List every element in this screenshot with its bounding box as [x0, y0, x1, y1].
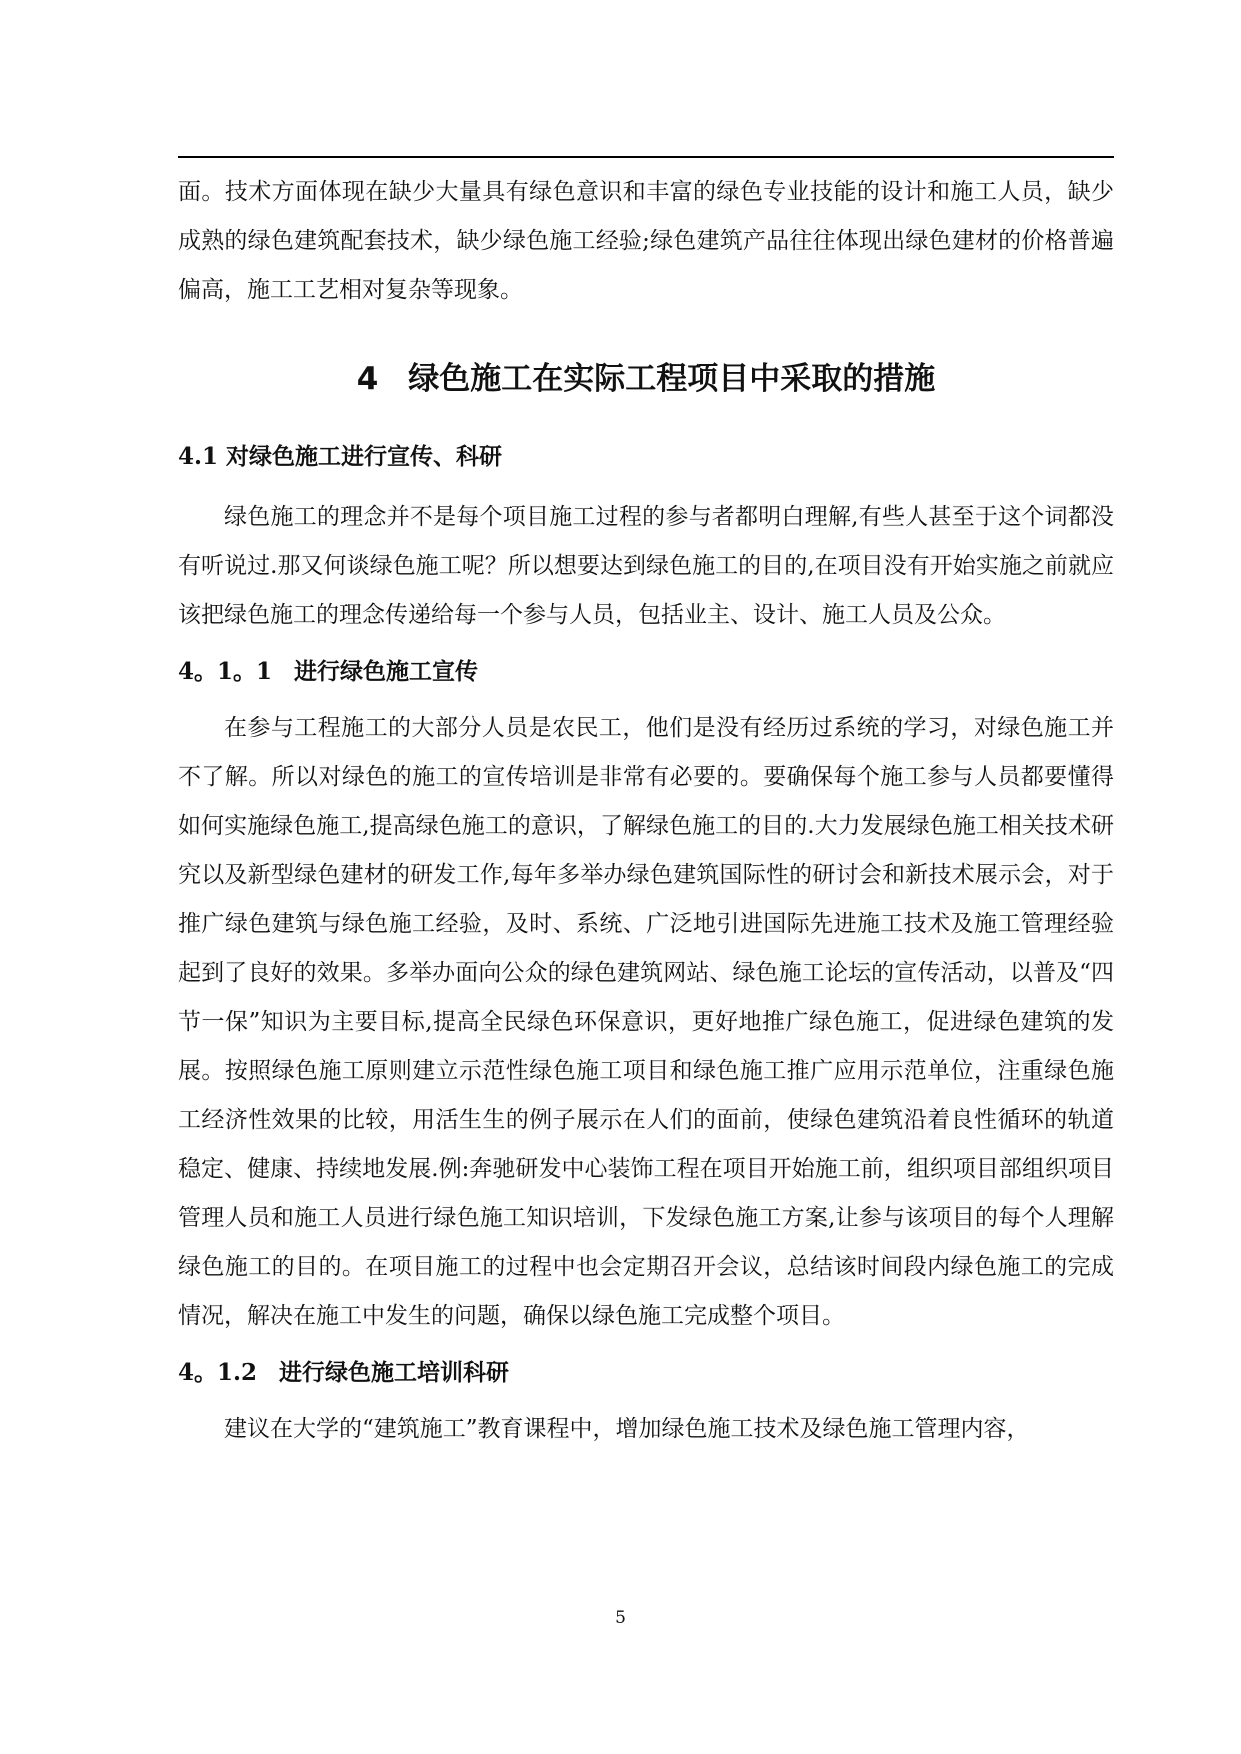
section-4-1-paragraph: 绿色施工的理念并不是每个项目施工过程的参与者都明白理解,有些人甚至于这个词都没有听说过.那又何谈绿色施工呢？所以想要达到绿色施工的目的,在项目没有开始实施之前就应该把绿色施工的理念传递给每一个参与人员，包括业主、设计、施工人员及公众。 [178, 504, 1114, 628]
section-4-1-1-title [178, 650, 1114, 694]
chapter-number: 4 [356, 361, 379, 397]
section-4-1-title: 4.1 对绿色施工进行宣传、科研 [178, 443, 503, 470]
section-4-1-2-paragraph: 建议在大学的“建筑施工”教育课程中，增加绿色施工技术及绿色施工管理内容， [224, 1416, 1030, 1442]
page-number: 5 [615, 1608, 626, 1628]
section-4-1-2-title [178, 1351, 1114, 1395]
section-4-1-1-title-text: 进行绿色施工宣传 [294, 658, 479, 685]
section-4-1-2-title-text: 进行绿色施工培训科研 [279, 1359, 510, 1386]
page-body [178, 168, 1114, 1454]
chapter-title [178, 357, 1114, 401]
section-4-1-1-number: 4。1。1 [178, 658, 273, 685]
section-4-1-1-paragraph: 在参与工程施工的大部分人员是农民工，他们是没有经历过系统的学习，对绿色施工并不了解。所以对绿色的施工的宣传培训是非常有必要的。要确保每个施工参与人员都要懂得如何实施绿色施工,提高绿色施工的意识，了解绿色施工的目的.大力发展绿色施工相关技术研究以及新型绿色建材的研发工作,每年多举办绿色建筑国际性的研讨会和新技术展示会，对于推广绿色建筑与绿色施工经验，及时、系统、广泛地引进国际先进施工技术及施工管理经验起到了良好的效果。多举办面向公众的绿色建筑网站、绿色施工论坛的宣传活动，以普及“四节一保”知识为主要目标,提高全民绿色环保意识，更好地推广绿色施工，促进绿色建筑的发展。按照绿色施工原则建立示范性绿色施工项目和绿色施工推广应用示范单位，注重绿色施工经济性效果的比较，用活生生的例子展示在人们的面前，使绿色建筑沿着良性循环的轨道稳定、健康、持续地发展.例:奔驰研发中心装饰工程在项目开始施工前，组织项目部组织项目管理人员和施工人员进行绿色施工知识培训，下发绿色施工方案,让参与该项目的每个人理解绿色施工的目的。在项目施工的过程中也会定期召开会议，总结该时间段内绿色施工的完成情况，解决在施工中发生的问题，确保以绿色施工完成整个项目。 [178, 715, 1114, 1329]
continued-paragraph: 面。技术方面体现在缺少大量具有绿色意识和丰富的绿色专业技能的设计和施工人员，缺少成熟的绿色建筑配套技术，缺少绿色施工经验;绿色建筑产品往往体现出绿色建材的价格普遍偏高，施工工艺相对复杂等现象。 [178, 179, 1114, 303]
section-4-1-2-number: 4。1.2 [178, 1359, 258, 1386]
header-rule [178, 156, 1114, 158]
chapter-title-text: 绿色施工在实际工程项目中采取的措施 [408, 361, 936, 397]
